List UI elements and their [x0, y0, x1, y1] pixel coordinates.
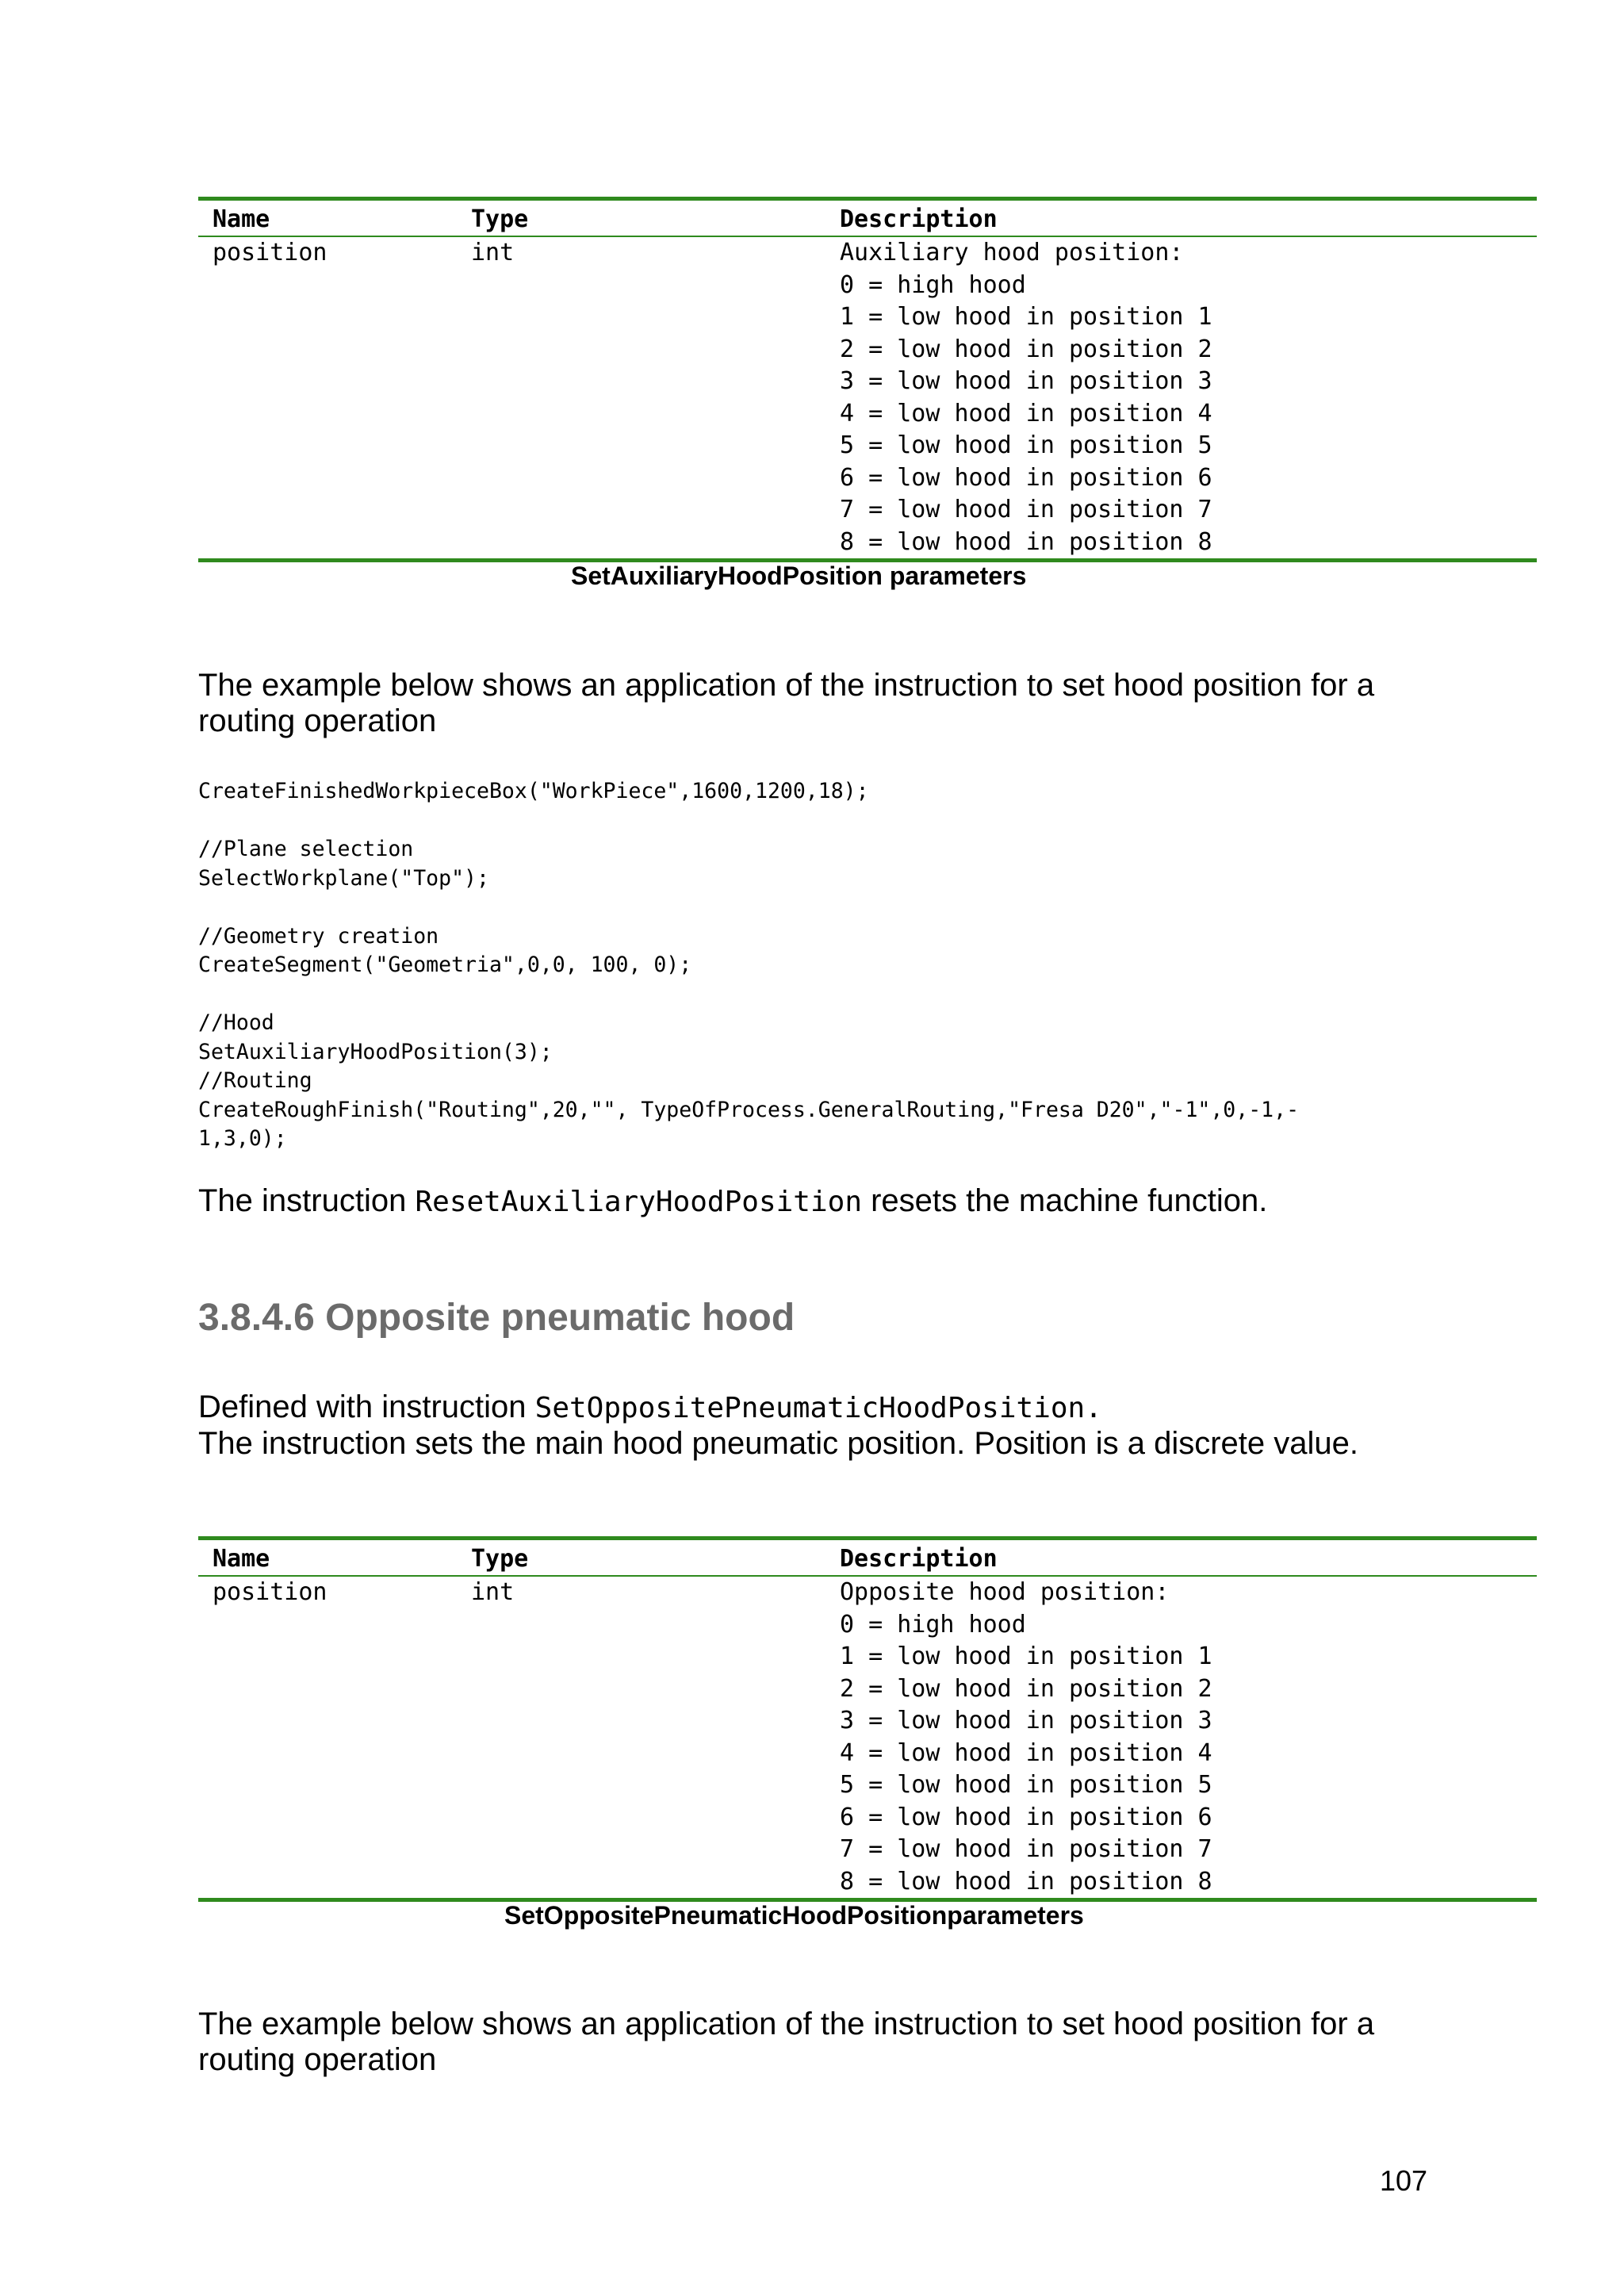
cell-description — [840, 1577, 1537, 1898]
cell-description — [840, 237, 1537, 558]
description-line: 4 = low hood in position 4 — [840, 1738, 1212, 1767]
description-line: 7 = low hood in position 7 — [840, 496, 1212, 523]
table-header-row — [198, 1540, 1537, 1577]
cell-type: int — [471, 239, 515, 266]
parameters-table-opposite — [198, 1536, 1537, 1902]
example-intro — [198, 2007, 1546, 2078]
description-line: 2 = low hood in position 2 — [840, 1674, 1212, 1703]
defined-suffix: . — [1085, 1392, 1102, 1424]
table-row — [198, 237, 1537, 558]
reset-sentence — [198, 1183, 1546, 1220]
defined-line — [198, 1389, 1546, 1426]
table-caption: SetOppositePneumaticHoodPositionparameters — [504, 1901, 1084, 1930]
description-line: 3 = low hood in position 3 — [840, 1707, 1212, 1734]
description-line: 8 = low hood in position 8 — [840, 1867, 1212, 1895]
header-type: Type — [471, 1545, 529, 1573]
table-caption: SetAuxiliaryHoodPosition parameters — [571, 562, 1027, 590]
parameters-table-auxiliary — [198, 197, 1537, 562]
description-line: 4 = low hood in position 4 — [840, 399, 1212, 427]
description-line: Opposite hood position: — [840, 1578, 1170, 1606]
header-name: Name — [213, 205, 270, 233]
defined-prefix: Defined with instruction — [198, 1389, 535, 1424]
cell-name: position — [213, 239, 327, 266]
description-line: 7 = low hood in position 7 — [840, 1835, 1212, 1863]
header-name: Name — [213, 1545, 270, 1573]
page-number: 107 — [1380, 2164, 1428, 2197]
cell-type: int — [471, 1578, 515, 1606]
table-header-row — [198, 201, 1537, 237]
header-description: Description — [840, 1545, 998, 1573]
description-line: 1 = low hood in position 1 — [840, 1642, 1212, 1670]
example-intro-line: routing operation — [198, 703, 437, 738]
description-line: 0 = high hood — [840, 1610, 1026, 1639]
description-line: 3 = low hood in position 3 — [840, 367, 1212, 395]
code-example: CreateFinishedWorkpieceBox("WorkPiece",1600,1200,18); //Plane selection SelectWorkplane("Top"); //Geometry creation CreateSegment("Geometria",0,0, 100, 0); //Hood SetAuxiliaryHoodPosition(3); //Routing CreateRoughFinish("Routing",20,"", TypeOfProcess.GeneralRouting,"Fresa D20","-1",0,-1,- 1,3,0); — [198, 779, 1300, 1151]
header-description: Description — [840, 205, 998, 233]
description-line: 5 = low hood in position 5 — [840, 431, 1212, 459]
description-line: 8 = low hood in position 8 — [840, 527, 1212, 556]
reset-instruction: ResetAuxiliaryHoodPosition — [415, 1186, 862, 1218]
description-line: 2 = low hood in position 2 — [840, 335, 1212, 363]
description-line: 0 = high hood — [840, 270, 1026, 299]
description-line: 1 = low hood in position 1 — [840, 303, 1212, 331]
example-intro-line: The example below shows an application of the instruction to set hood position for a — [198, 668, 1375, 703]
defined-instruction: SetOppositePneumaticHoodPosition — [534, 1392, 1086, 1424]
example-intro — [198, 668, 1546, 739]
example-intro-line: The example below shows an application of the instruction to set hood position for a — [198, 2007, 1375, 2041]
cell-name: position — [213, 1578, 327, 1606]
description-line: 6 = low hood in position 6 — [840, 463, 1212, 492]
description-line: 5 = low hood in position 5 — [840, 1771, 1212, 1799]
description-line: The instruction sets the main hood pneumatic position. Position is a discrete value. — [198, 1426, 1359, 1461]
reset-prefix: The instruction — [198, 1183, 416, 1218]
example-intro-line: routing operation — [198, 2042, 437, 2077]
section-description — [198, 1389, 1546, 1462]
table-row — [198, 1577, 1537, 1898]
header-type: Type — [471, 205, 529, 233]
reset-suffix: resets the machine function. — [862, 1183, 1268, 1218]
description-line: Auxiliary hood position: — [840, 239, 1184, 266]
description-line: 6 = low hood in position 6 — [840, 1803, 1212, 1831]
section-heading: 3.8.4.6 Opposite pneumatic hood — [198, 1297, 795, 1339]
